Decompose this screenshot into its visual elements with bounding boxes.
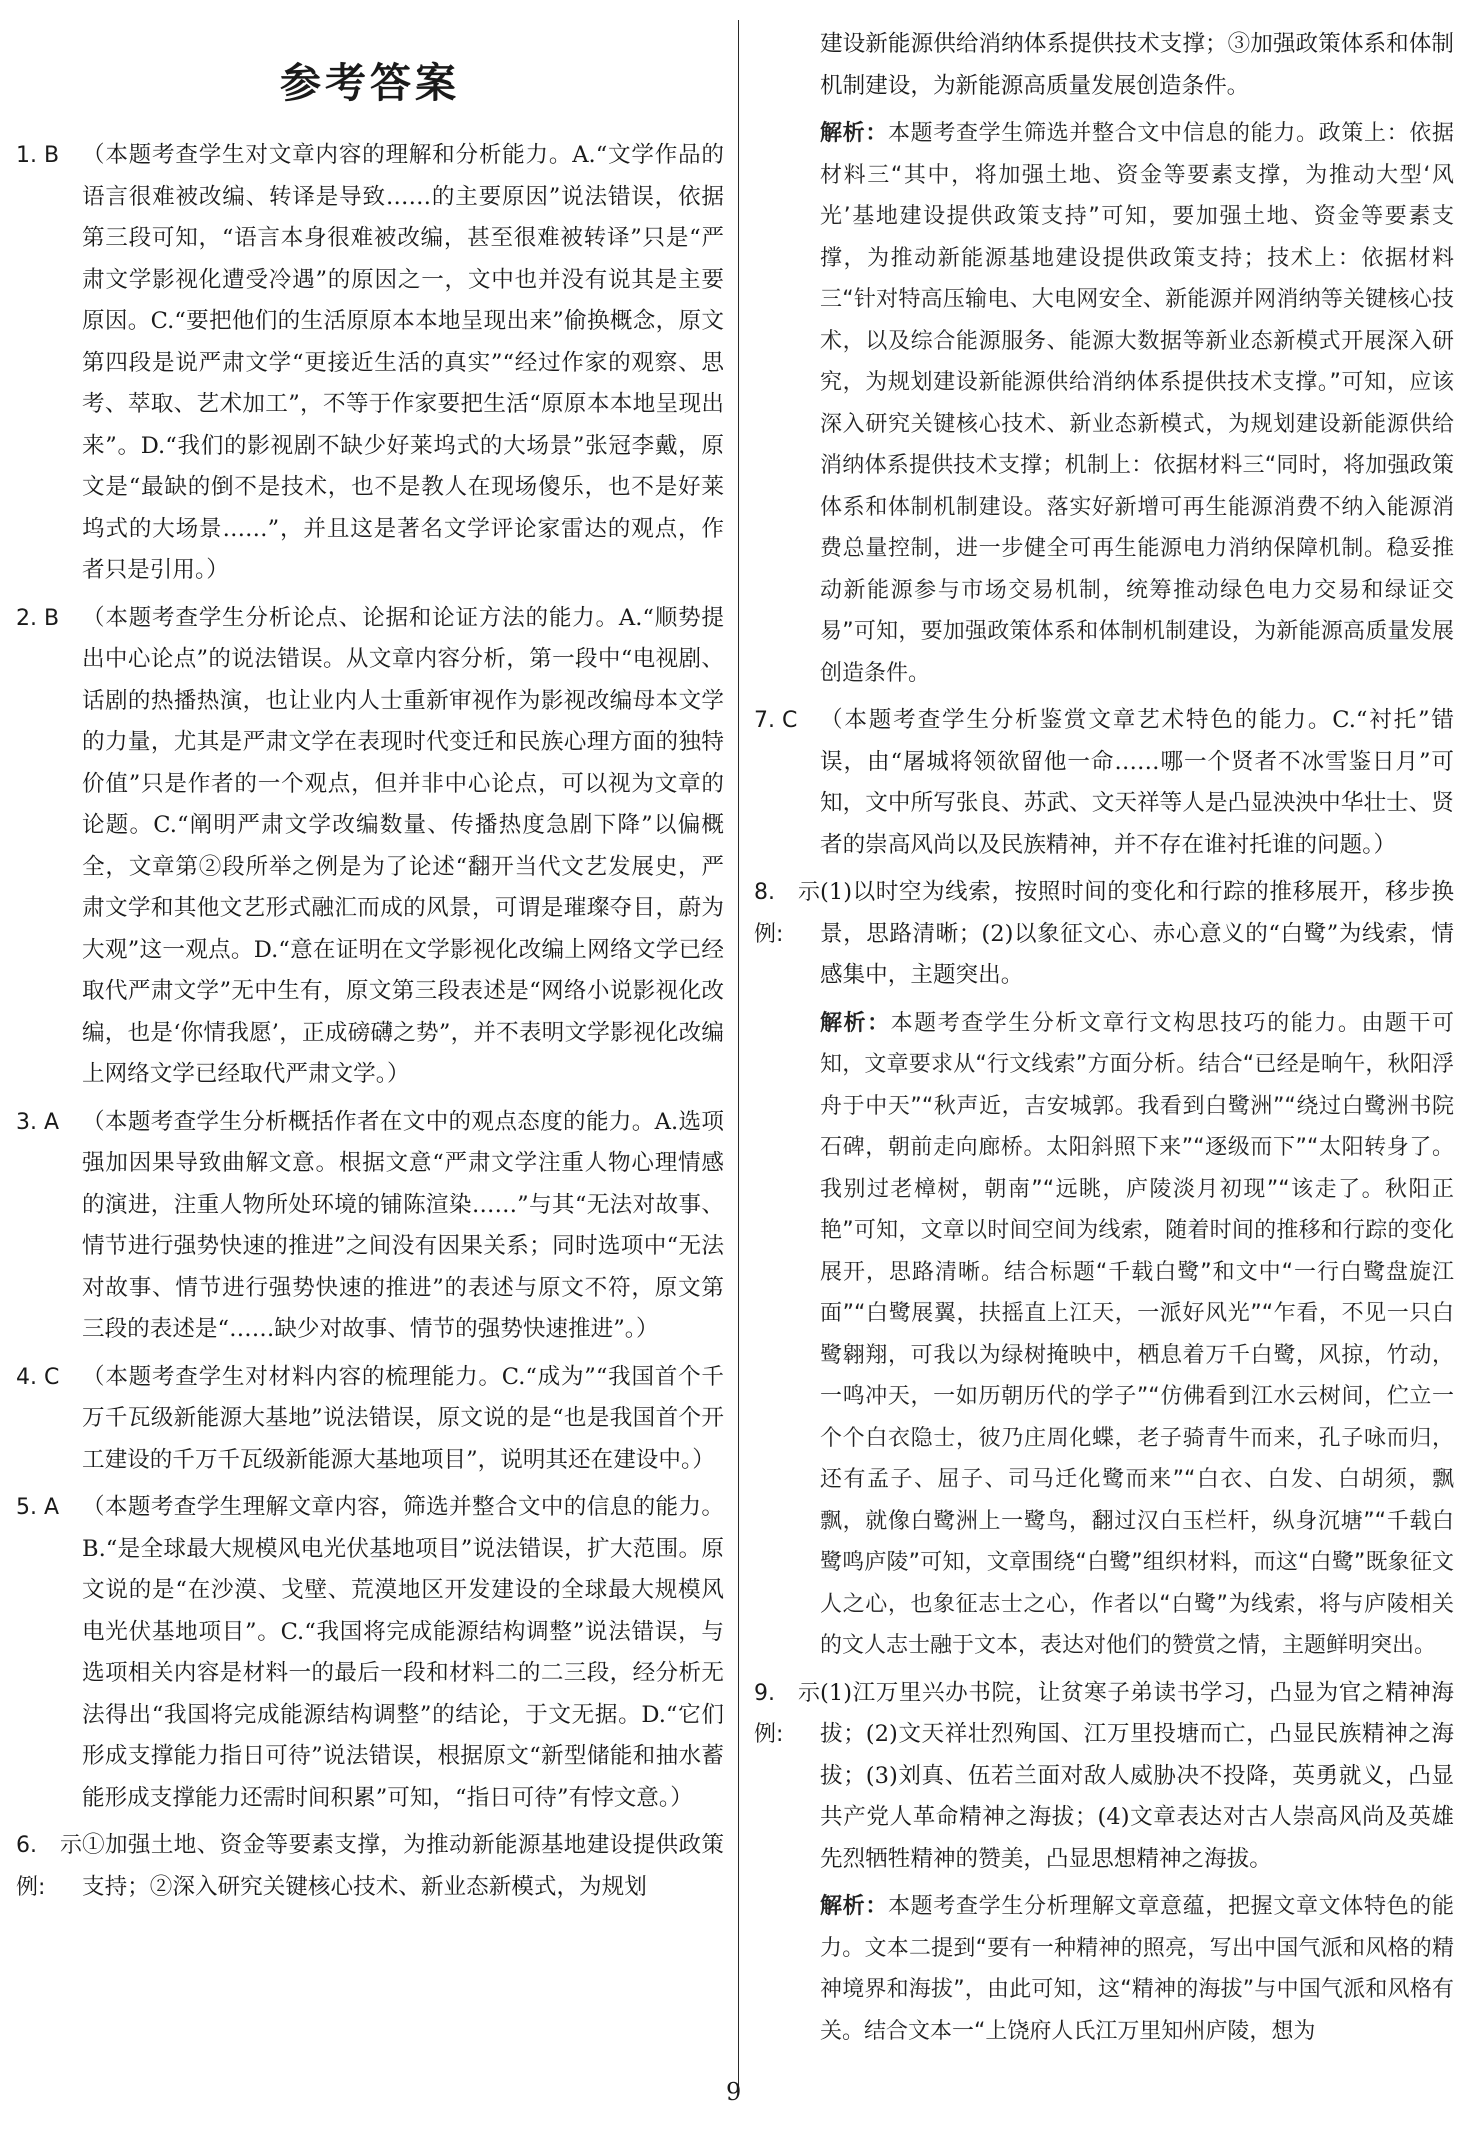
answer-number: 3. A [16,1109,60,1135]
answer-item-4 [16,1357,724,1482]
answer-item-6-continued: 建设新能源供给消纳体系提供技术支撑；③加强政策体系和体制机制建设，为新能源高质量发展创造条件。 [820,31,1454,99]
answer-number: 4. C [16,1364,60,1390]
answer-text: （本题考查学生对文章内容的理解和分析能力。A.“文学作品的语言很难被改编、转译是导致……的主要原因”说法错误，依据第三段可知，“语言本身很难被改编，甚至很难被转译”只是“严肃文学影视化遭受冷遇”的原因之一，文中也并没有说其是主要原因。C.“要把他们的生活原原本本地呈现出来”偷换概念，原文第四段是说严肃文学“更接近生活的真实”“经过作家的观察、思考、萃取、艺术加工”，不等于作家要把生活“原原本本地呈现出来”。D.“我们的影视剧不缺少好莱坞式的大场景”张冠李戴，原文是“最缺的倒不是技术，也不是教人在现场傻乐，也不是好莱坞式的大场景……”，并且这是著名文学评论家雷达的观点，作者只是引用。） [82,142,724,583]
answer-text: (1)江万里兴办书院，让贫寒子弟读书学习，凸显为官之精神海拔；(2)文天祥壮烈殉国、江万里投塘而亡，凸显民族精神之海拔；(3)刘真、伍若兰面对敌人威胁决不投降，英勇就义，凸显共产党人革命精神之海拔；(4)文章表达对古人崇高风尚及英雄先烈牺牲精神的赞美，凸显思想精神之海拔。 [820,1679,1454,1872]
analysis-label: 解析： [820,1010,891,1036]
left-column [16,24,724,1914]
answer-number: 9. 示例: [754,1680,820,1747]
answer-item-6 [16,1825,724,1908]
answer-text: （本题考查学生分析概括作者在文中的观点态度的能力。A.选项强加因果导致曲解文意。根据文意“严肃文学注重人物心理情感的演进，注重人物所处环境的铺陈渲染……”与其“无法对故事、情节进行强势快速的推进”之间没有因果关系；同时选项中“无法对故事、情节进行强势快速的推进”的表述与原文不符，原文第三段的表述是“……缺少对故事、情节的强势快速推进”。） [82,1108,724,1342]
analysis-label: 解析： [820,121,888,146]
answer-item-1 [16,135,724,592]
answer-text: ①加强土地、资金等要素支撑，为推动新能源基地建设提供政策支持；②深入研究关键核心技术、新业态新模式，为规划 [82,1832,724,1900]
answer-number: 1. B [16,143,60,168]
answer-text: （本题考查学生对材料内容的梳理能力。C.“成为”“我国首个千万千瓦级新能源大基地”说法错误，原文说的是“也是我国首个开工建设的千万千瓦级新能源大基地项目”，说明其还在建设中。） [82,1363,724,1473]
answer-text: （本题考查学生分析鉴赏文章艺术特色的能力。C.“衬托”错误，由“屠城将领欲留他一命……哪一个贤者不冰雪鉴日月”可知，文中所写张良、苏武、文天祥等人是凸显泱泱中华壮士、贤者的崇高风尚以及民族精神，并不存在谁衬托谁的问题。） [820,707,1454,858]
answer-text: (1)以时空为线索，按照时间的变化和行踪的推移展开，移步换景，思路清晰；(2)以象征文心、赤心意义的“白鹭”为线索，情感集中，主题突出。 [820,879,1454,988]
answer-item-2 [16,598,724,1096]
column-divider [738,20,739,2090]
analysis-text: 本题考查学生筛选并整合文中信息的能力。政策上：依据材料三“其中，将加强土地、资金等要素支撑，为推动大型‘风光’基地建设提供政策支持”可知，要加强土地、资金等要素支撑，为推动新能源基地建设提供政策支持；技术上：依据材料三“针对特高压输电、大电网安全、新能源并网消纳等关键核心技术，以及综合能源服务、能源大数据等新业态新模式开展深入研究，为规划建设新能源供给消纳体系提供技术支撑。”可知，应该深入研究关键核心技术、新业态新模式，为规划建设新能源供给消纳体系提供技术支撑；机制上：依据材料三“同时，将加强政策体系和体制机制建设。落实好新增可再生能源消费不纳入能源消费总量控制，进一步健全可再生能源电力消纳保障机制。稳妥推动新能源参与市场交易机制，统筹推动绿色电力交易和绿证交易”可知，要加强政策体系和体制机制建设，为新能源高质量发展创造条件。 [820,121,1454,686]
answer-number: 6. 示例: [16,1833,82,1900]
analysis-text: 本题考查学生分析理解文章意蕴，把握文章文体特色的能力。文本二提到“要有一种精神的照亮，写出中国气派和风格的精神境界和海拔”，由此可知，这“精神的海拔”与中国气派和风格有关。结合文本一“上饶府人氏江万里知州庐陵，想为 [820,1894,1454,2044]
right-column [754,24,1454,2058]
analysis-label: 解析： [820,1894,888,1919]
answer-item-3 [16,1102,724,1351]
answer-item-8 [754,872,1454,997]
answer-item-5 [16,1487,724,1819]
answer-text: （本题考查学生分析论点、论据和论证方法的能力。A.“顺势提出中心论点”的说法错误。从文章内容分析，第一段中“电视剧、话剧的热播热演，也让业内人士重新审视作为影视改编母本文学的力量，尤其是严肃文学在表现时代变迁和民族心理方面的独特价值”只是作者的一个观点，但并非中心论点，可以视为文章的论题。C.“阐明严肃文学改编数量、传播热度急剧下降”以偏概全，文章第②段所举之例是为了论述“翻开当代文艺发展史，严肃文学和其他文艺形式融汇而成的风景，可谓是璀璨夺目，蔚为大观”这一观点。D.“意在证明在文学影视化改编上网络文学已经取代严肃文学”无中生有，原文第三段表述是“网络小说影视化改编，也是‘你情我愿’，正成磅礴之势”，并不表明文学影视化改编上网络文学已经取代严肃文学。） [82,604,724,1087]
page-number: 9 [726,2078,742,2106]
analysis-6 [754,113,1454,694]
page-title: 参考答案 [280,59,460,107]
analysis-9 [754,1886,1454,2052]
answer-number: 8. 示例: [754,880,820,947]
answer-number: 7. C [754,708,798,733]
analysis-text: 本题考查学生分析文章行文构思技巧的能力。由题干可知，文章要求从“行文线索”方面分析。结合“已经是晌午，秋阳浮舟于中天”“秋声近，吉安城郭。我看到白鹭洲”“绕过白鹭洲书院石碑，朝前走向廊桥。太阳斜照下来”“逐级而下”“太阳转身了。我别过老樟树，朝南”“远眺，庐陵淡月初现”“该走了。秋阳正艳”可知，文章以时间空间为线索，随着时间的推移和行踪的变化展开，思路清晰。结合标题“千载白鹭”和文中“一行白鹭盘旋江面”“白鹭展翼，扶摇直上江天，一派好风光”“乍看，不见一只白鹭翱翔，可我以为绿树掩映中，栖息着万千白鹭，风掠，竹动，一鸣冲天，一如历朝历代的学子”“仿佛看到江水云树间，伫立一个个白衣隐士，彼乃庄周化蝶，老子骑青牛而来，孔子咏而归，还有孟子、屈子、司马迁化鹭而来”“白衣、白发、白胡须，飘飘，就像白鹭洲上一鹭鸟，翻过汉白玉栏杆，纵身沉塘”“千载白鹭鸣庐陵”可知，文章围绕“白鹭”组织材料，而这“白鹭”既象征文人之心，也象征志士之心，作者以“白鹭”为线索，将与庐陵相关的文人志士融于文本，表达对他们的赞赏之情，主题鲜明突出。 [820,1010,1454,1658]
analysis-8 [754,1003,1454,1667]
answer-number: 5. A [16,1495,60,1520]
answer-item-9 [754,1673,1454,1881]
answer-item-7 [754,700,1454,866]
answer-text: （本题考查学生理解文章内容，筛选并整合文中的信息的能力。B.“是全球最大规模风电光伏基地项目”说法错误，扩大范围。原文说的是“在沙漠、戈壁、荒漠地区开发建设的全球最大规模风电光伏基地项目”。C.“我国将完成能源结构调整”说法错误，与选项相关内容是材料一的最后一段和材料二的二三段，经分析无法得出“我国将完成能源结构调整”的结论，于文无据。D.“它们形成支撑能力指日可待”说法错误，根据原文“新型储能和抽水蓄能形成支撑能力还需时间积累”可知，“指日可待”有悖文意。） [82,1494,724,1811]
answer-number: 2. B [16,605,60,631]
